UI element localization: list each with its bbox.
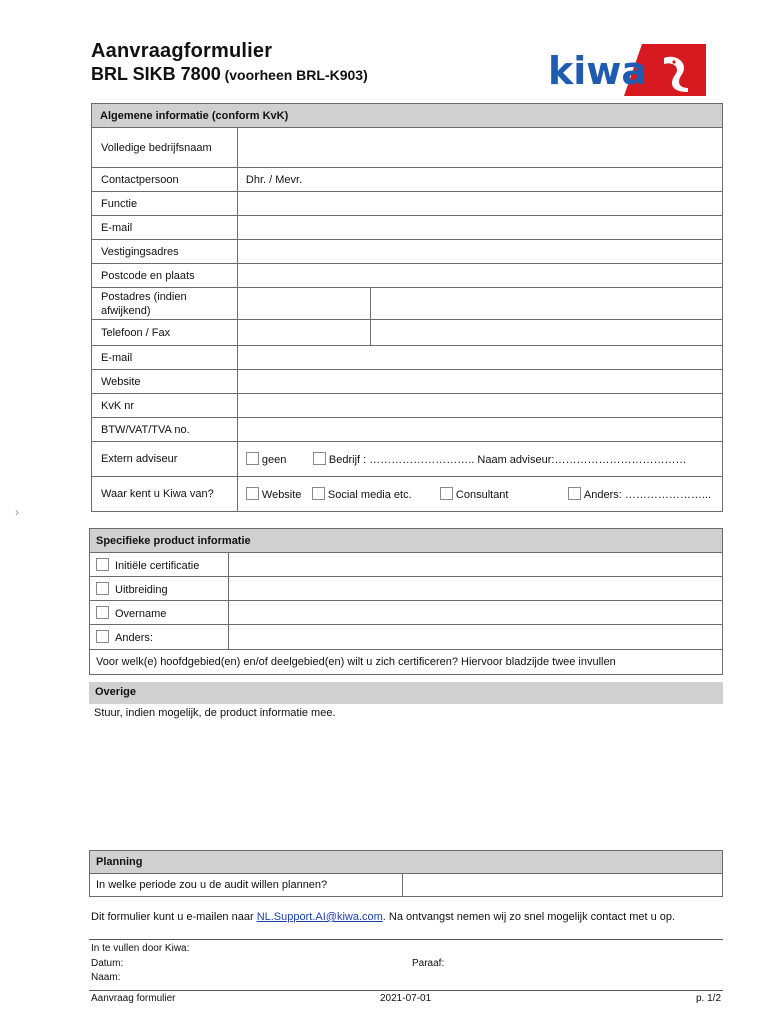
field-label: Postcode en plaats — [92, 264, 238, 288]
contact-person-field[interactable]: Dhr. / Mevr. — [237, 168, 722, 192]
checkbox[interactable] — [246, 452, 259, 465]
email-field-2[interactable] — [237, 346, 722, 370]
product-option-takeover[interactable] — [90, 601, 229, 625]
footer-page-number: p. 1/2 — [696, 993, 722, 1004]
option-social-media[interactable] — [312, 487, 412, 501]
name-label: Naam: — [91, 972, 121, 983]
subtitle-main: BRL SIKB 7800 — [91, 64, 221, 84]
support-email-link[interactable]: NL.Support.AI@kiwa.com — [256, 911, 383, 923]
field-label: Vestigingsadres — [92, 240, 238, 264]
kvk-field[interactable] — [237, 394, 722, 418]
option-label: Overname — [115, 607, 167, 620]
product-detail-field[interactable] — [228, 553, 722, 577]
logo-wordmark: kiwa — [548, 49, 648, 93]
general-info-table — [91, 103, 723, 512]
planning-table — [89, 850, 723, 897]
field-label: BTW/VAT/TVA no. — [92, 418, 238, 442]
option-anders[interactable] — [568, 487, 711, 501]
checkbox[interactable] — [96, 558, 109, 571]
office-use-label: In te vullen door Kiwa: — [91, 943, 190, 954]
form-subtitle — [91, 64, 368, 85]
phone-field[interactable] — [237, 320, 370, 346]
product-detail-field[interactable] — [228, 577, 722, 601]
subtitle-note: (voorheen BRL-K903) — [220, 67, 368, 83]
vat-field[interactable] — [237, 418, 722, 442]
option-geen[interactable] — [246, 452, 286, 466]
chevron-right-icon[interactable]: › — [15, 505, 19, 519]
option-bedrijf[interactable] — [313, 452, 687, 466]
checkbox[interactable] — [313, 452, 326, 465]
checkbox[interactable] — [96, 582, 109, 595]
option-label: Consultant — [455, 489, 509, 501]
company-name-field[interactable] — [237, 128, 722, 168]
product-note: Voor welk(e) hoofdgebied(en) en/of deelgebied(en) wilt u zich certificeren? Hiervoor bladzijde twee invullen — [90, 650, 723, 675]
field-label: Postadres (indien afwijkend) — [92, 288, 238, 320]
fax-field[interactable] — [370, 320, 722, 346]
field-label: Telefoon / Fax — [92, 320, 238, 346]
initials-label: Paraaf: — [412, 958, 445, 969]
mail-text-before: Dit formulier kunt u e-mailen naar — [91, 911, 257, 923]
overige-text: Stuur, indien mogelijk, de product informatie mee. — [94, 707, 336, 719]
checkbox[interactable] — [96, 606, 109, 619]
function-field[interactable] — [237, 192, 722, 216]
product-option-initial[interactable] — [90, 553, 229, 577]
checkbox[interactable] — [440, 487, 453, 500]
divider — [89, 939, 723, 940]
product-detail-field[interactable] — [228, 601, 722, 625]
mail-text-after: . Na ontvangst nemen wij zo snel mogelijk contact met u op. — [382, 911, 676, 923]
option-label: Anders: …………………... — [583, 489, 712, 501]
field-label: KvK nr — [92, 394, 238, 418]
field-label: Extern adviseur — [92, 442, 238, 477]
option-label: Initiële certificatie — [115, 559, 200, 572]
option-consultant[interactable] — [440, 487, 509, 501]
extern-adviseur-options — [237, 442, 722, 477]
product-option-other[interactable] — [90, 625, 229, 650]
source-options — [237, 477, 722, 512]
planning-question: In welke periode zou u de audit willen plannen? — [90, 874, 403, 897]
option-label: geen — [261, 454, 287, 466]
product-detail-field[interactable] — [228, 625, 722, 650]
footer-divider — [89, 990, 723, 991]
field-label: Functie — [92, 192, 238, 216]
planning-period-field[interactable] — [402, 874, 722, 897]
postal-address-field-2[interactable] — [370, 288, 722, 320]
checkbox[interactable] — [246, 487, 259, 500]
field-label: E-mail — [92, 216, 238, 240]
option-label: Anders: — [115, 632, 153, 644]
footer-date: 2021-07-01 — [380, 993, 432, 1004]
product-option-extension[interactable] — [90, 577, 229, 601]
mail-instruction — [91, 911, 675, 923]
form-title: Aanvraagformulier — [91, 40, 273, 62]
option-label: Bedrijf : ……………………….. Naam adviseur:……………………………… — [328, 454, 687, 466]
checkbox[interactable] — [568, 487, 581, 500]
email-field[interactable] — [237, 216, 722, 240]
product-info-table — [89, 528, 723, 675]
kiwa-logo — [546, 44, 706, 96]
checkbox[interactable] — [96, 630, 109, 643]
address-field[interactable] — [237, 240, 722, 264]
option-label: Website — [261, 489, 302, 501]
general-info-header: Algemene informatie (conform KvK) — [92, 104, 723, 128]
postal-address-field-1[interactable] — [237, 288, 370, 320]
overige-header: Overige — [89, 682, 723, 704]
planning-header: Planning — [90, 851, 723, 874]
product-info-header: Specifieke product informatie — [90, 529, 723, 553]
field-label: E-mail — [92, 346, 238, 370]
option-website[interactable] — [246, 487, 302, 501]
field-label: Waar kent u Kiwa van? — [92, 477, 238, 512]
checkbox[interactable] — [312, 487, 325, 500]
field-label: Website — [92, 370, 238, 394]
option-label: Social media etc. — [327, 489, 412, 501]
field-label: Volledige bedrijfsnaam — [92, 128, 238, 168]
postcode-field[interactable] — [237, 264, 722, 288]
footer-doc-name: Aanvraag formulier — [91, 993, 176, 1004]
website-field[interactable] — [237, 370, 722, 394]
option-label: Uitbreiding — [115, 583, 168, 596]
date-label: Datum: — [91, 958, 124, 969]
field-label: Contactpersoon — [92, 168, 238, 192]
